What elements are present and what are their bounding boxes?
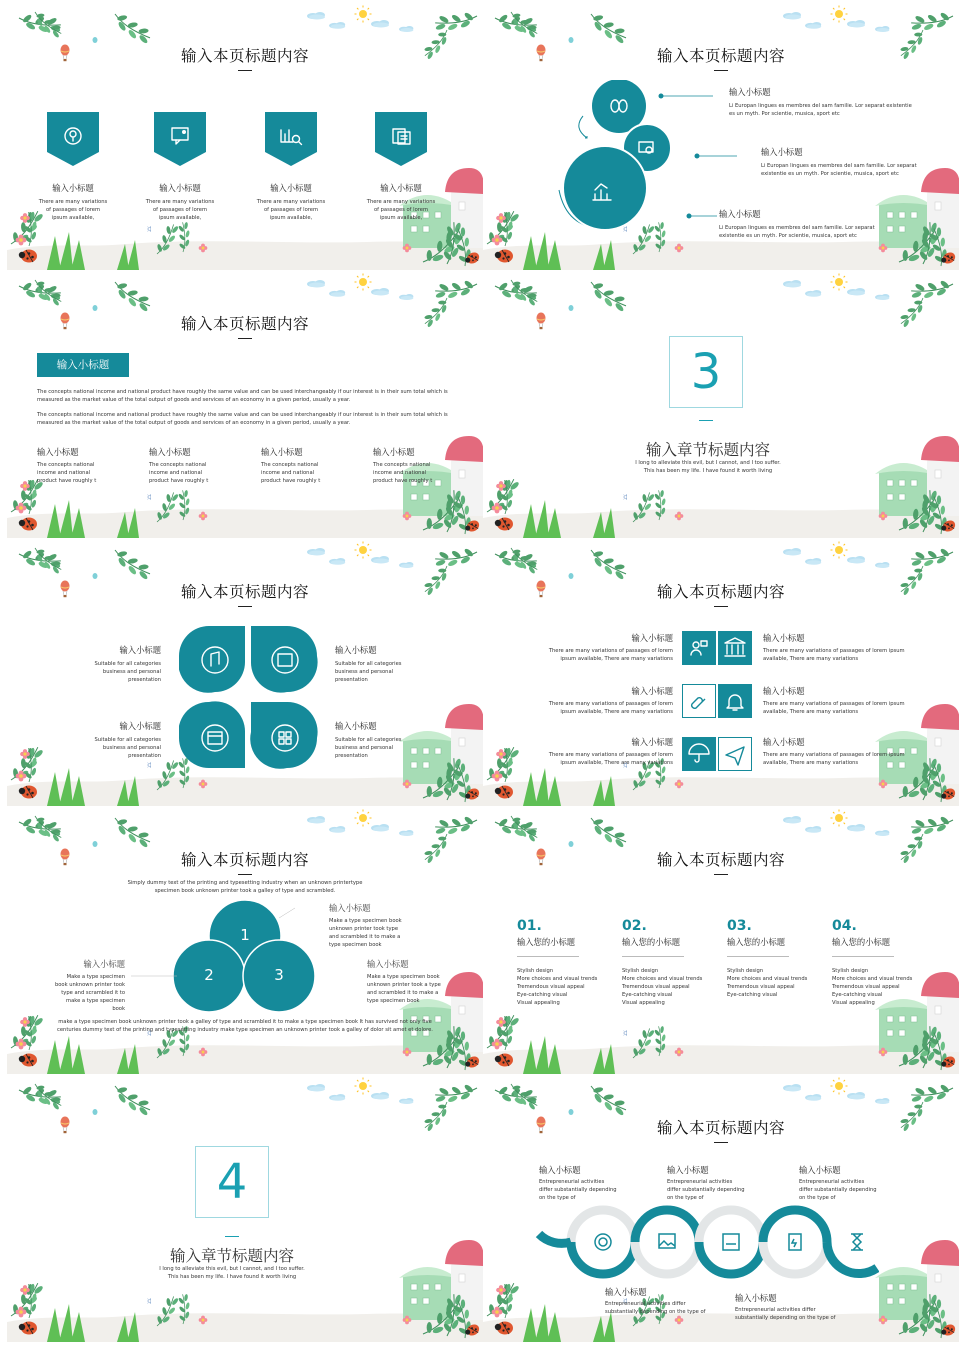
col-3: 03. 输入您的小标题 Stylish design More choices and visual trends Tremendous visual appeal Eye-catching visual	[727, 918, 808, 999]
page-title: 输入本页标题内容	[656, 851, 785, 869]
right-item-3: 输入小标题 There are many variations of passages of lorem ipsum available, There are many variations	[763, 737, 905, 767]
item-text: There are many variations of passages of lorem ipsum available,	[38, 199, 108, 222]
item-title: 输入小标题	[270, 183, 312, 193]
slide-10[interactable]	[483, 1076, 959, 1342]
section-desc: I long to alleviate this evil, but I cannot, and I too suffer. This has been my life. I have found it worth living	[159, 1266, 305, 1281]
venn-item-3: 输入小标题 Make a type specimen book unknown printer took a type and scrambled it to make a type specimen book	[367, 959, 441, 1005]
left-item-2: 输入小标题 There are many variations of passages of lorem ipsum available, There are many variations	[548, 686, 673, 716]
page-title: 输入本页标题内容	[656, 1119, 785, 1137]
right-item-2: 输入小标题 There are many variations of passages of lorem ipsum available, There are many variations	[763, 686, 905, 716]
top-item-2: 输入小标题 Entrepreneurial activities differ substantially depending on the type of	[667, 1165, 745, 1202]
location-icon	[47, 112, 99, 168]
item-1: 输入小标题 Suitable for all categories business and personal presentation	[94, 645, 161, 684]
icon-pairs	[682, 631, 754, 771]
slide-6[interactable]	[483, 540, 959, 806]
circle-3-label: 3	[274, 966, 284, 984]
item-2: 输入小标题 Suitable for all categories business and personal presentation	[335, 645, 402, 684]
venn-item-1: 输入小标题 Make a type specimen book unknown printer took type and scrambled it to make a type specimen book	[329, 903, 402, 949]
label-3: 输入小标题 Li Europan lingues es membres del sam familie. Lor separat existentie es un myth. Por scientie, musica, sport etc	[719, 209, 875, 240]
section-number: 4	[195, 1146, 269, 1218]
item-1	[38, 112, 108, 222]
col-2: 输入小标题 The concepts national income and national product have roughly t	[149, 447, 209, 485]
slide-8[interactable]	[483, 808, 959, 1074]
number-underline	[699, 420, 713, 421]
title-underline	[238, 606, 252, 607]
slide-5[interactable]	[7, 540, 483, 806]
slide-2[interactable]	[483, 4, 959, 270]
section-tag: 输入小标题	[37, 353, 129, 377]
wave-timeline	[531, 1204, 879, 1280]
title-underline	[714, 606, 728, 607]
slide-1[interactable]	[7, 4, 483, 270]
circle-2-label: 2	[204, 966, 214, 984]
paragraph-1: The concepts national income and national product have roughly the same value and can be used interchangeably if our interest is in their sum total which is measured as the market value of the total output of goods and services of an economy in a given period, usually a year.	[37, 389, 448, 404]
slide-4[interactable]	[483, 272, 959, 538]
page-title: 输入本页标题内容	[180, 47, 309, 65]
page-title: 输入本页标题内容	[656, 47, 785, 65]
bottom-item-2: 输入小标题 Entrepreneurial activities differ substantially depending on the type of	[735, 1293, 836, 1322]
item-title: 输入小标题	[52, 183, 94, 193]
page-title: 输入本页标题内容	[180, 583, 309, 601]
col-4: 04. 输入您的小标题 Stylish design More choices and visual trends Tremendous visual appeal Eye-catching visual Visual appealing	[832, 918, 913, 1007]
venn-item-2: 输入小标题 Make a type specimen book unknown printer took type and scrambled it to make a type specimen book	[54, 959, 125, 1013]
bubble-labels	[657, 84, 957, 244]
paragraph-2: The concepts national income and national product have roughly the same value and can be used interchangeably if our interest is in their sum total which is measured as the market value of the total output of goods and services of an economy in a given period, usually a year.	[37, 412, 448, 427]
col-1: 输入小标题 The concepts national income and national product have roughly t	[37, 447, 97, 485]
clipboard-icon	[375, 112, 427, 168]
item-3: 输入小标题 Suitable for all categories business and personal presentation	[94, 721, 161, 760]
page-title: 输入本页标题内容	[656, 583, 785, 601]
item-text: There are many variations of passages of lorem ipsum available,	[256, 199, 326, 222]
title-underline	[238, 874, 252, 875]
top-item-1: 输入小标题 Entrepreneurial activities differ substantially depending on the type of	[539, 1165, 617, 1202]
col-2: 02. 输入您的小标题 Stylish design More choices and visual trends Tremendous visual appeal Eye-catching visual Visual appealing	[622, 918, 703, 1007]
bubble-large	[563, 146, 647, 230]
bottom-item-1: 输入小标题 Entrepreneurial activities differ substantially depending on the type of	[605, 1287, 706, 1316]
circle-1-label: 1	[240, 926, 250, 944]
section-number: 3	[669, 336, 743, 408]
page-title: 输入本页标题内容	[180, 315, 309, 333]
left-item-1: 输入小标题 There are many variations of passages of lorem ipsum available, There are many variations	[548, 633, 673, 663]
title-underline	[714, 1142, 728, 1143]
item-2	[145, 112, 215, 222]
slide-7[interactable]	[7, 808, 483, 1074]
chat-icon	[154, 112, 206, 168]
section-title: 输入章节标题内容	[645, 441, 770, 459]
title-underline	[238, 70, 252, 71]
label-2: 输入小标题 Li Europan lingues es membres del sam familie. Lor separat existentie es un myth. Por scientie, musica, sport etc	[761, 147, 917, 178]
section-desc: I long to alleviate this evil, but I cannot, and I too suffer. This has been my life. I have found it worth living	[635, 460, 781, 475]
col-1: 01. 输入您的小标题 Stylish design More choices and visual trends Tremendous visual appeal Eye-catching visual Visual appealing	[517, 918, 598, 1007]
col-3: 输入小标题 The concepts national income and national product have roughly t	[261, 447, 321, 485]
title-underline	[714, 874, 728, 875]
slide-9[interactable]	[7, 1076, 483, 1342]
venn-diagram	[167, 898, 317, 1028]
left-item-3: 输入小标题 There are many variations of passages of lorem ipsum available, There are many variations	[548, 737, 673, 767]
intro-text: Simply dummy text of the printing and typesetting industry when an unknown printertype specimen book unknown printer took a galley of type and scrambled.	[127, 880, 363, 895]
title-underline	[714, 70, 728, 71]
venn-connector-left	[131, 974, 181, 978]
label-1: 输入小标题 Li Europan lingues es membres del sam familie. Lor separat existentie es un myth. Por scientie, musica, sport etc	[729, 87, 912, 118]
col-4: 输入小标题 The concepts national income and national product have roughly t	[373, 447, 433, 485]
number-underline	[225, 1236, 239, 1237]
top-item-3: 输入小标题 Entrepreneurial activities differ substantially depending on the type of	[799, 1165, 877, 1202]
item-4	[366, 112, 436, 222]
title-underline	[238, 338, 252, 339]
slide-3[interactable]	[7, 272, 483, 538]
item-title: 输入小标题	[159, 183, 201, 193]
page-title: 输入本页标题内容	[180, 851, 309, 869]
item-title: 输入小标题	[380, 183, 422, 193]
item-text: There are many variations of passages of lorem ipsum available,	[145, 199, 215, 222]
section-title: 输入章节标题内容	[169, 1247, 294, 1265]
item-4: 输入小标题 Suitable for all categories business and personal presentation	[335, 721, 402, 760]
item-text: There are many variations of passages of lorem ipsum available,	[366, 199, 436, 222]
petal-diagram	[179, 626, 325, 772]
right-item-1: 输入小标题 There are many variations of passages of lorem ipsum available, There are many variations	[763, 633, 905, 663]
chart-search-icon	[265, 112, 317, 168]
footer-text: make a type specimen book unknown printer took a galley of type and scrambled it to make a type specimen book It has survived not only five centuries dummy text of the printing and typesetting industry make type specimen an unknown printer took a galley of dolor sit amet et dolore.	[57, 1019, 433, 1034]
item-3	[256, 112, 326, 222]
icon-row	[38, 112, 449, 232]
